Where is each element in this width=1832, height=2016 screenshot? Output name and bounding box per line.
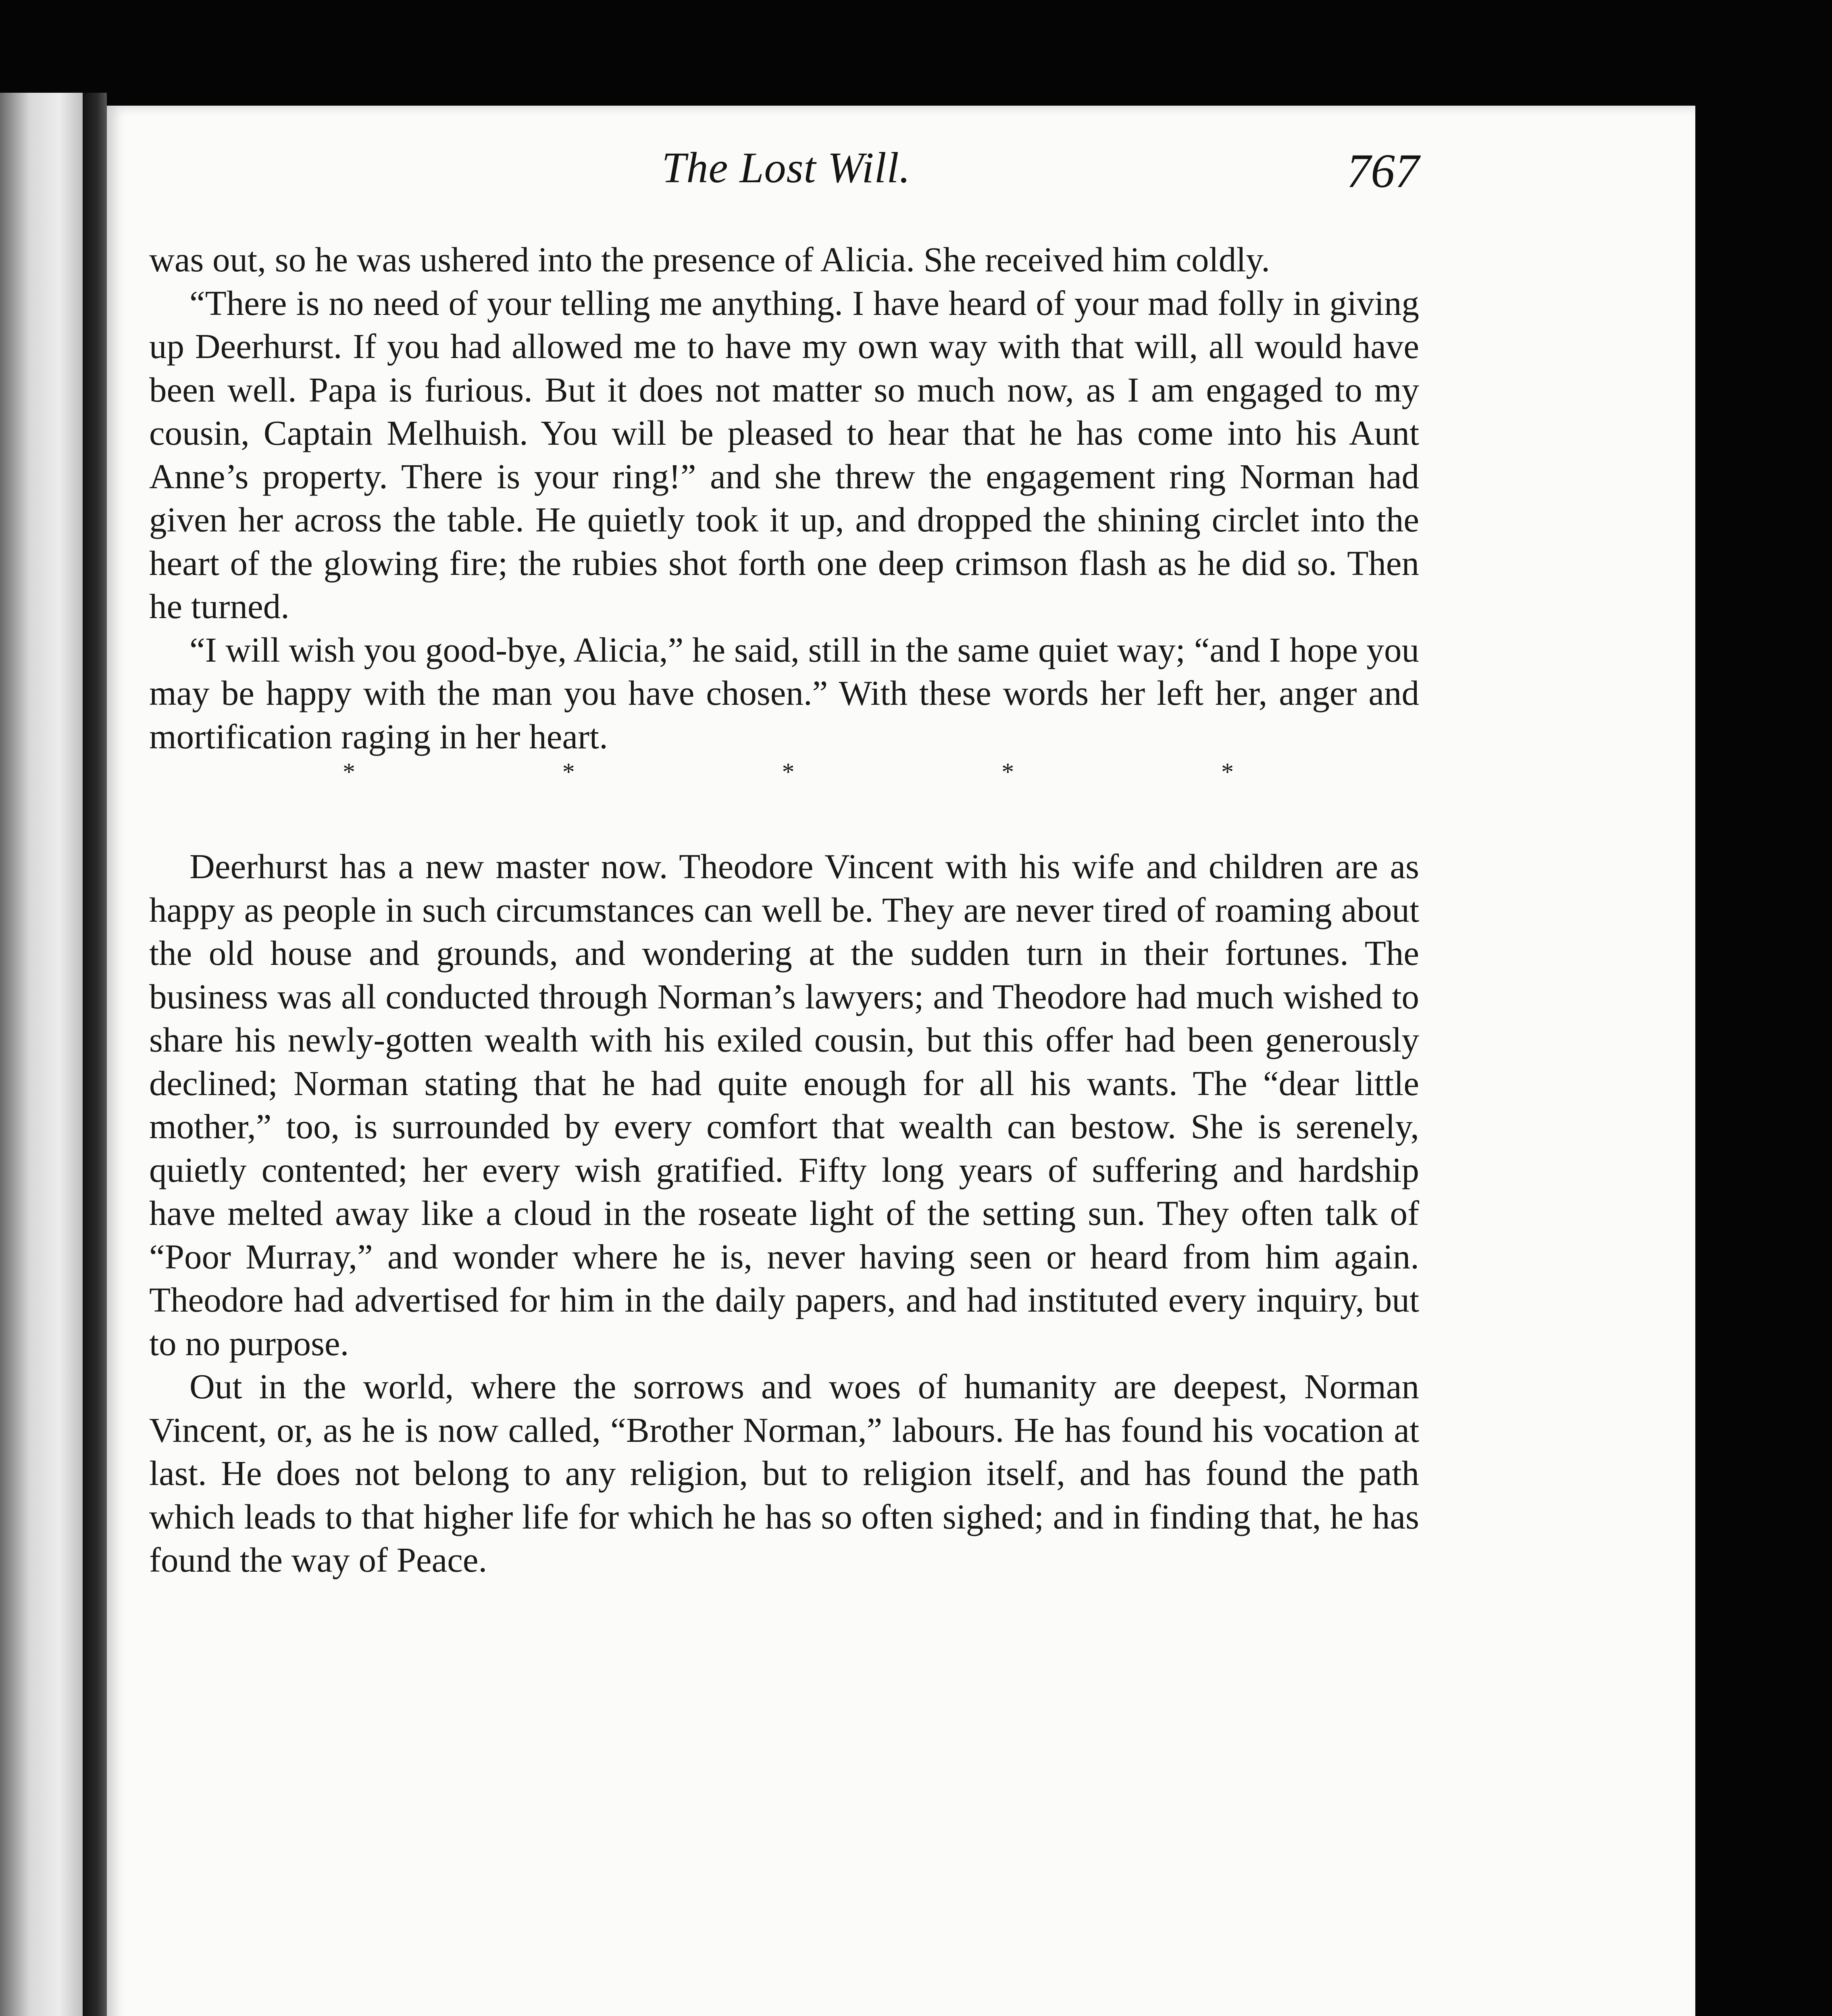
- paragraph: was out, so he was ushered into the presence of Alicia. She received him coldly.: [149, 240, 1270, 279]
- running-head: [153, 143, 1419, 204]
- section-break-asterisk: *: [1001, 758, 1014, 786]
- section-break: [149, 758, 1419, 802]
- section-break-asterisk: *: [343, 758, 355, 786]
- paragraph: “There is no need of your telling me anything. I have heard of your mad folly in giving up Deerhurst. If you had allowed me to have my own way with that will, all would have been well. Papa is furious. But it does not matter so much now, as I am engaged to my cousin, Captain Melhuish. You will be pleased to hear that he has come into his Aunt Anne’s property. There is your ring!” and she threw the engagement ring Norman had given her across the table. He quietly took it up, and dropped the shining circlet into the heart of the glowing fire; the rubies shot forth one deep crimson flash as he did so. Then he turned.: [149, 283, 1419, 626]
- paragraph: Out in the world, where the sorrows and woes of humanity are deepest, Norman Vincent, or, as he is now called, “Brother Norman,” labours. He has found his vocation at last. He does not belong to any religion, but to religion itself, and has found the path which leads to that higher life for which he has so often sighed; and in finding that, he has found the way of Peace.: [149, 1367, 1419, 1579]
- section-break-asterisk: *: [1221, 758, 1234, 786]
- paragraph: Deerhurst has a new master now. Theodore Vincent with his wife and children are as happy as people in such circumstances can well be. They are never tired of roaming about the old house and grounds, and wondering at the sudden turn in their fortunes. The business was all conducted through Norman’s lawyers; and Theodore had much wished to share his newly-gotten wealth with his exiled cousin, but this offer had been generously declined; Norman stating that he had quite enough for all his wants. The “dear little mother,” too, is surrounded by every comfort that wealth can bestow. She is serenely, quietly contented; her every wish gratified. Fifty long years of suffering and hardship have melted away like a cloud in the roseate light of the setting sun. They often talk of “Poor Murray,” and wonder where he is, never having seen or heard from him again. Theodore had advertised for him in the daily papers, and had instituted every inquiry, but to no purpose.: [149, 847, 1419, 1363]
- section-break-asterisk: *: [562, 758, 575, 786]
- paragraph: “I will wish you good-bye, Alicia,” he said, still in the same quiet way; “and I hope you may be happy with the man you have chosen.” With these words her left her, anger and mortification raging in her heart.: [149, 630, 1419, 756]
- body-text: [149, 238, 1419, 1582]
- page-number: 767: [1347, 144, 1419, 198]
- running-title: The Lost Will.: [662, 144, 911, 192]
- previous-page-edge: [0, 93, 85, 2016]
- book-gutter: [83, 93, 107, 2016]
- section-break-asterisk: *: [782, 758, 795, 786]
